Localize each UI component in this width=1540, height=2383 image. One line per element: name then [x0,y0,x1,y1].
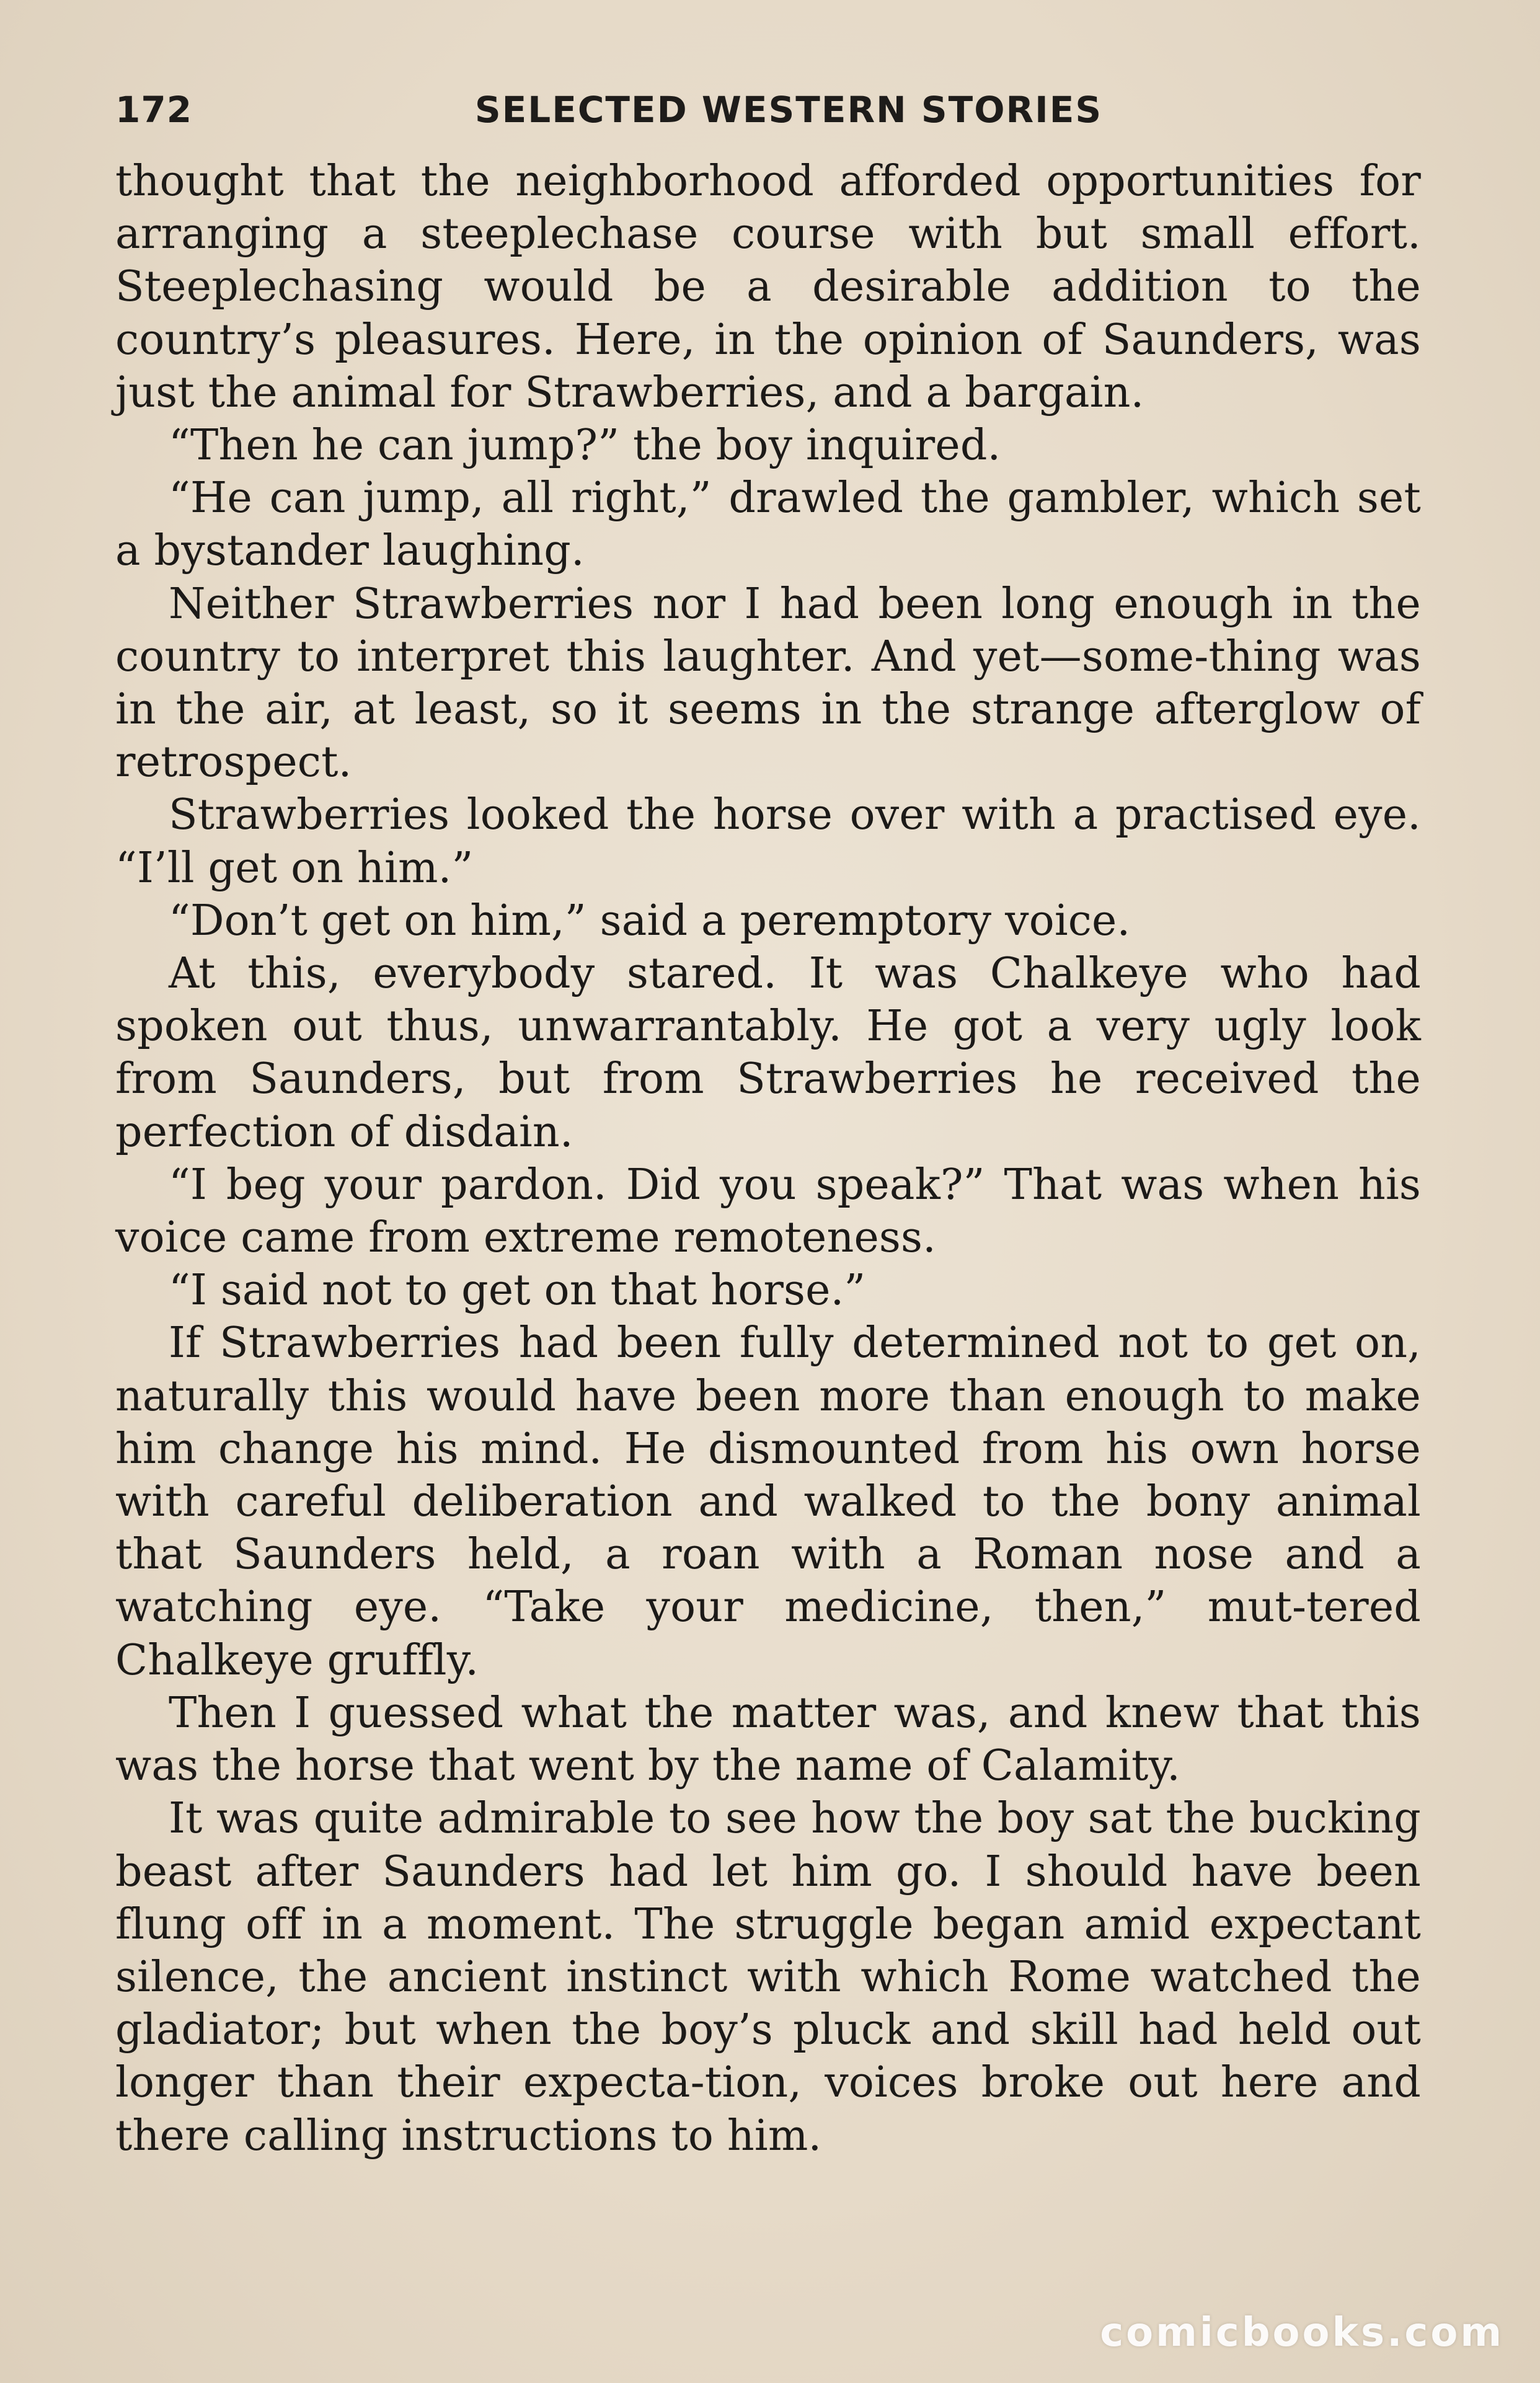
paragraph: It was quite admirable to see how the boy sat the bucking beast after Saunders had let him go. I should have been flung off in a moment. The struggle began amid expectant silence, the ancient instinct with which Rome watched the gladiator; but when the boy’s pluck and skill had held out longer than their expecta-tion, voices broke out here and there calling instructions to him. [115,1794,1421,2160]
paragraph: Neither Strawberries nor I had been long enough in the country to interpret this laughter. And yet—some-thing was in the air, at least, so it seems in the strange afterglow of retrospect. [115,579,1421,787]
paragraph: At this, everybody stared. It was Chalkeye who had spoken out thus, unwarrantably. He got a very ugly look from Saunders, but from Strawberries he received the perfection of disdain. [115,949,1421,1157]
paragraph: thought that the neighborhood afforded opportunities for arranging a steeplechase course with but small effort. Steeplechasing would be a desirable addition to the country’s pleasures. Here, in the opinion of Saunders, was just the animal for Strawberries, and a bargain. [115,157,1421,417]
paragraph: “Then he can jump?” the boy inquired. [169,421,1001,471]
paragraph: If Strawberries had been fully determined not to get on, naturally this would have been more than enough to make him change his mind. He dismounted from his own horse with careful deliberation and walked to the bony animal that Saunders held, a roan with a Roman nose and a watching eye. “Take your medicine, then,” mut-tered Chalkeye gruffly. [115,1319,1421,1685]
body-text [115,155,1421,2162]
watermark: comicbooks.com [1100,2310,1504,2356]
running-head [115,82,1418,138]
paragraph: “I said not to get on that horse.” [169,1266,866,1315]
page-number: 172 [115,89,193,131]
paragraph: “He can jump, all right,” drawled the gambler, which set a bystander laughing. [115,474,1421,576]
paragraph: “I beg your pardon. Did you speak?” That was when his voice came from extreme remoteness. [115,1160,1421,1263]
paragraph: Then I guessed what the matter was, and knew that this was the horse that went by the name of Calamity. [115,1688,1421,1791]
running-title: SELECTED WESTERN STORIES [474,89,1103,131]
paragraph: Strawberries looked the horse over with a practised eye. “I’ll get on him.” [115,790,1421,893]
paragraph: “Don’t get on him,” said a peremptory voice. [169,896,1131,945]
